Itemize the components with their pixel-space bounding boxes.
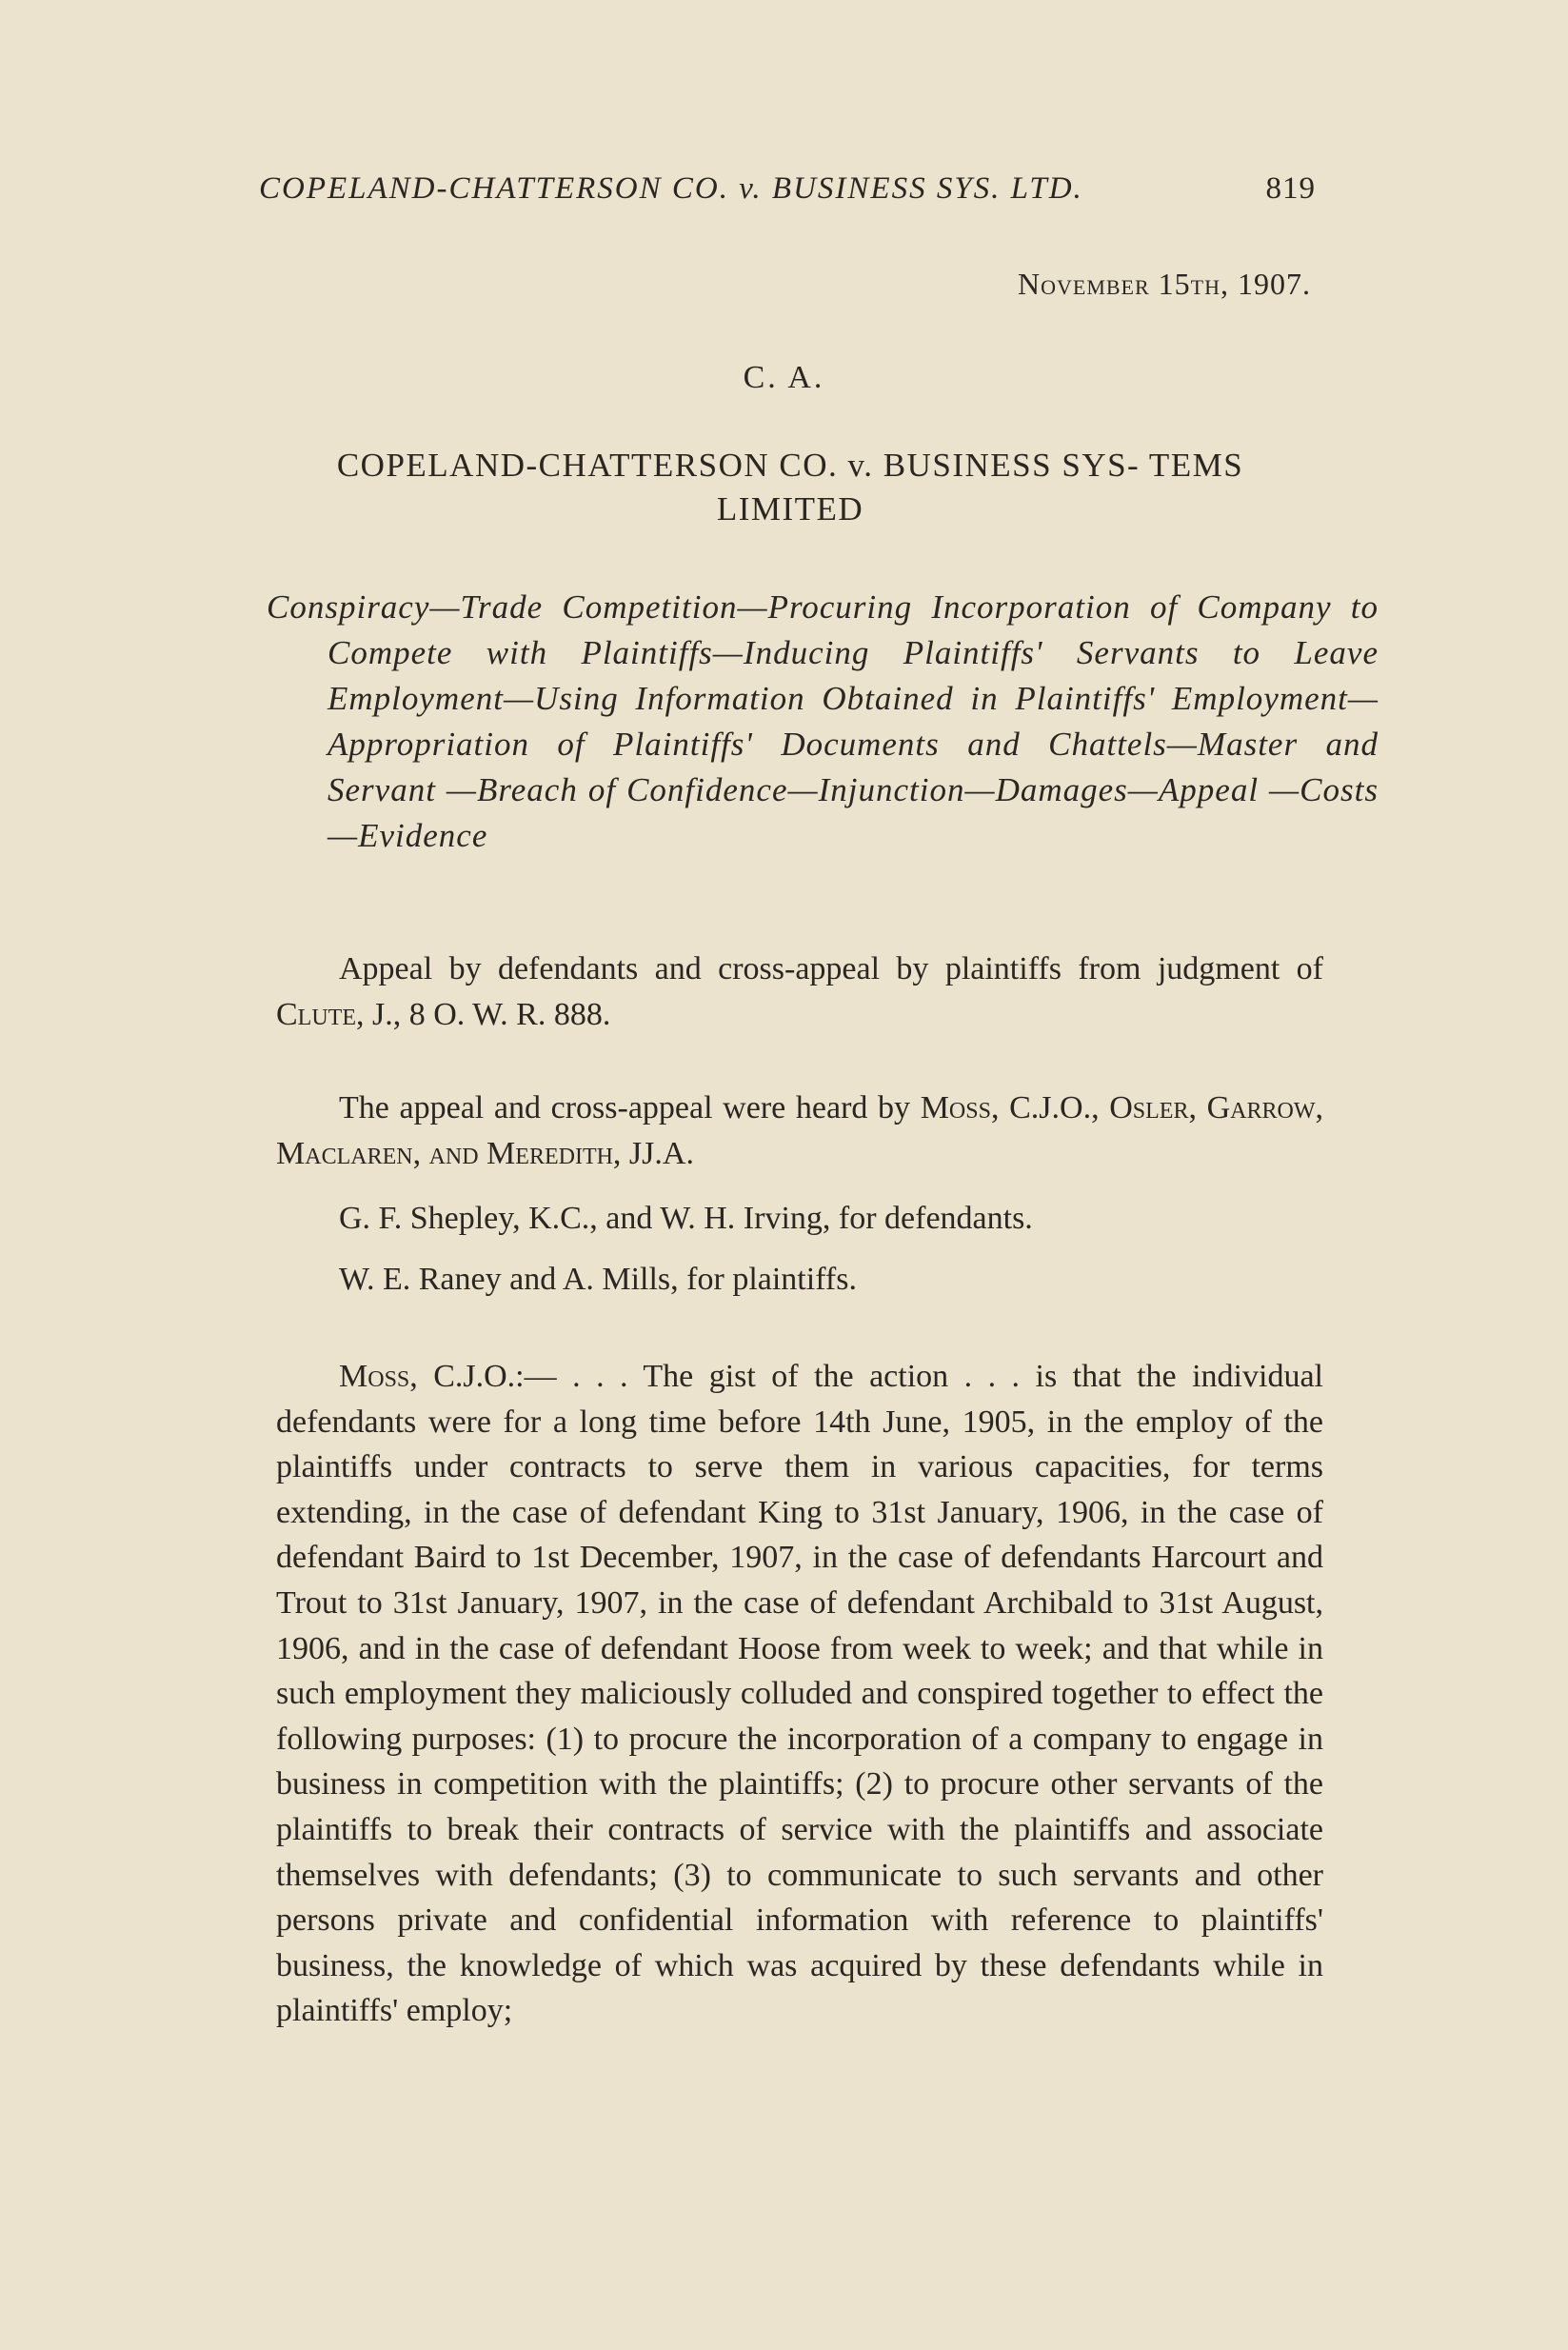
- counsel-defendants: G. F. Shepley, K.C., and W. H. Irving, for defendants.: [339, 1201, 1033, 1236]
- appeal-text-2: , J., 8 O. W. R. 888.: [356, 997, 611, 1032]
- heard-paragraph: [276, 1085, 1323, 1177]
- court-designation: C. A.: [743, 360, 825, 395]
- judgment-text: [276, 1354, 1323, 2034]
- appeal-paragraph: [276, 946, 1323, 1038]
- counsel-plaintiffs: W. E. Raney and A. Mills, for plaintiffs.: [339, 1262, 857, 1297]
- running-header: [259, 171, 1316, 207]
- heard-text: The appeal and cross-appeal were heard by: [339, 1090, 921, 1125]
- judgment-speaker: Moss, C.J.O.:—: [339, 1359, 557, 1394]
- decision-date: November 15th, 1907.: [1018, 267, 1311, 301]
- judgment-body: . . . The gist of the action . . . is that the individual defendants were for a long time before 14th June, 1905, in the employ of the plaintiffs under contracts to serve them in various capacities, for terms extending, in the case of defendant King to 31st January, 1906, in the case of defendant Baird to 1st December, 1907, in the case of defendants Harcourt and Trout to 31st January, 1907, in the case of defendant Archibald to 31st August, 1906, and in the case of defendant Hoose from week to week; and that while in such employment they maliciously colluded and conspired together to effect the following purposes: (1) to procure the incorporation of a company to engage in business in competition with the plaintiffs; (2) to procure other servants of the plaintiffs to break their contracts of service with the plaintiffs and associate themselves with defendants; (3) to communicate to such servants and other persons private and confidential information with reference to plaintiffs' business, the knowledge of which was acquired by these defendants while in plaintiffs' employ;: [276, 1359, 1323, 2029]
- running-title: COPELAND-CHATTERSON CO. v. BUSINESS SYS. LTD.: [259, 171, 1083, 206]
- case-title: COPELAND-CHATTERSON CO. v. BUSINESS SYS- TEMS LIMITED: [336, 447, 1244, 528]
- headnote: Conspiracy—Trade Competition—Procuring Incorporation of Company to Compete with Plaintiffs—Inducing Plaintiffs' Servants to Leave Employment—Using Information Obtained in Plaintiffs' Employment—Appropriation of Plaintiffs' Documents and Chattels—Master and Servant —Breach of Confidence—Injunction—Damages—Appeal —Costs—Evidence: [267, 588, 1379, 854]
- appeal-judge: Clute: [276, 997, 356, 1032]
- appeal-text-1: Appeal by defendants and cross-appeal by plaintiffs from judgment of: [339, 951, 1323, 986]
- heard-judges: Moss, C.J.O., Osler, Garrow, Maclaren, and Meredith, JJ.A.: [276, 1090, 1323, 1171]
- page-number: 819: [1265, 171, 1316, 206]
- judgment-paragraph: [276, 1354, 1323, 2034]
